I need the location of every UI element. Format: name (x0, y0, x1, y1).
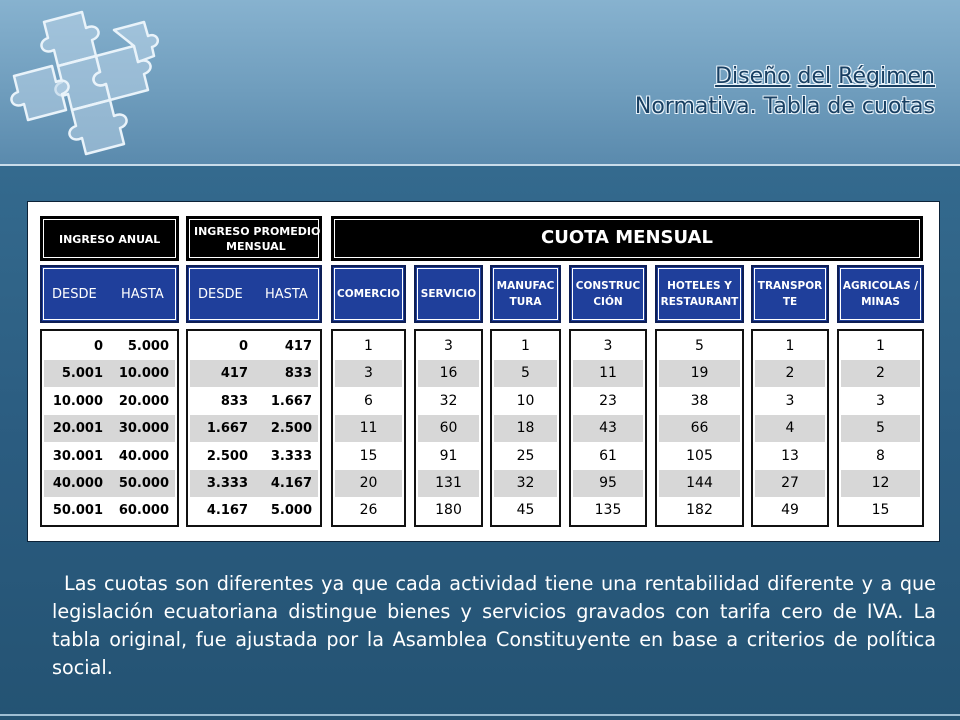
cell-value: 10.000 (52, 393, 103, 409)
cuota-value: 105 (686, 447, 713, 464)
cuota-value: 15 (359, 447, 378, 464)
table-row (573, 388, 643, 415)
cuota-value: 13 (781, 447, 799, 464)
column-cuota (569, 329, 647, 527)
cuota-value: 1 (876, 338, 885, 354)
table-row (841, 443, 920, 470)
cell-value: 5.000 (270, 503, 312, 519)
table-row (335, 497, 402, 524)
table-row (190, 333, 318, 360)
header-ingreso-anual: INGRESO ANUAL (40, 216, 179, 261)
cell-value: 417 (284, 339, 312, 354)
cell-value: 50.000 (118, 476, 169, 491)
slide-title (420, 62, 935, 122)
table-row (494, 333, 557, 360)
cuota-value: 38 (690, 392, 709, 409)
table-row (573, 415, 643, 442)
cuota-value: 6 (364, 392, 373, 409)
table-row (841, 360, 920, 387)
table-row (659, 415, 740, 442)
table-row (841, 415, 920, 442)
activity-label: AGRICOLAS / (842, 280, 919, 292)
activity-label: MANUFAC (496, 280, 555, 292)
cuota-value: 1 (785, 338, 795, 354)
cuota-value: 1 (364, 338, 373, 354)
cell-value: 30.001 (52, 448, 103, 464)
table-row (44, 333, 175, 360)
header-cuota-mensual: CUOTA MENSUAL (331, 216, 923, 261)
table-row (44, 415, 175, 442)
header-ingreso-promedio: INGRESO PROMEDIO MENSUAL (186, 216, 322, 261)
cell-value: 30.000 (118, 421, 169, 437)
cell-value: 5.000 (127, 339, 169, 354)
activity-header (751, 265, 829, 323)
cuota-value: 60 (439, 420, 458, 437)
activity-header (490, 265, 561, 323)
cuota-value: 8 (876, 447, 885, 464)
cuota-value: 182 (686, 502, 713, 519)
table-row (494, 388, 557, 415)
table-row (659, 443, 740, 470)
activity-label: SERVICIO (420, 288, 477, 300)
subheader-anual: DESDE HASTA (40, 265, 179, 323)
activity-label: CONSTRUC (575, 280, 641, 292)
table-row (755, 470, 825, 497)
table-row (659, 497, 740, 524)
cell-value: 1.667 (206, 421, 248, 437)
puzzle-icon (4, 4, 174, 164)
table-row (418, 360, 479, 387)
table-row (494, 360, 557, 387)
cuota-value: 16 (439, 365, 458, 382)
cuota-value: 1 (521, 338, 530, 354)
table-row (418, 443, 479, 470)
activity-label: TURA (509, 296, 542, 308)
table-row (190, 443, 318, 470)
table-row (841, 470, 920, 497)
table-row (190, 497, 318, 524)
activity-label: RESTAURANT (660, 296, 739, 308)
cuota-value: 10 (516, 392, 535, 409)
cell-value: 5.001 (61, 366, 103, 382)
footer-divider (0, 714, 960, 716)
cell-value: 2.500 (270, 421, 312, 437)
cuota-value: 27 (781, 475, 799, 491)
table-row (841, 497, 920, 524)
activity-header (837, 265, 924, 323)
cuota-value: 43 (599, 420, 617, 437)
cuota-value: 4 (785, 420, 795, 437)
column-cuota (331, 329, 406, 527)
cuota-value: 23 (599, 392, 617, 409)
cell-value: 3.333 (206, 476, 248, 491)
table-row (573, 333, 643, 360)
cell-value: 4.167 (206, 503, 248, 519)
activity-header (569, 265, 647, 323)
activity-label: HOTELES Y (667, 280, 732, 292)
table-row (44, 360, 175, 387)
cuota-value: 5 (876, 420, 885, 437)
cuota-value: 32 (516, 475, 535, 491)
activity-label: MINAS (861, 296, 900, 308)
activity-label: TE (782, 296, 798, 308)
cuota-value: 3 (876, 392, 885, 409)
column-cuota (414, 329, 483, 527)
table-row (494, 443, 557, 470)
table-row (335, 470, 402, 497)
column-ingreso-mensual (186, 329, 322, 527)
table-row (755, 388, 825, 415)
table-row (44, 388, 175, 415)
table-row (755, 360, 825, 387)
table-row (190, 388, 318, 415)
table-row (573, 360, 643, 387)
cuota-value: 180 (435, 502, 462, 519)
table-row (418, 415, 479, 442)
activity-header (414, 265, 483, 323)
cuota-value: 3 (364, 365, 373, 382)
column-cuota (655, 329, 744, 527)
table-row (335, 360, 402, 387)
table-row (755, 497, 825, 524)
cell-value: 4.167 (270, 476, 312, 491)
cuotas-table (27, 201, 940, 542)
cell-value: 50.001 (52, 503, 103, 519)
cuota-value: 3 (603, 338, 613, 354)
cell-value: 0 (238, 339, 248, 354)
table-row (335, 388, 402, 415)
cuota-value: 25 (516, 447, 535, 464)
cuota-value: 15 (871, 502, 890, 519)
cell-value: 40.000 (52, 476, 103, 491)
table-row (190, 415, 318, 442)
cuota-value: 32 (439, 392, 458, 409)
cuota-value: 5 (521, 365, 530, 382)
table-row (44, 443, 175, 470)
cell-value: 417 (220, 366, 248, 382)
cuota-value: 26 (359, 502, 378, 519)
cell-value: 40.000 (118, 448, 169, 464)
table-row (659, 470, 740, 497)
cuota-value: 144 (686, 475, 713, 491)
table-row (44, 470, 175, 497)
table-row (335, 333, 402, 360)
column-ingreso-anual (40, 329, 179, 527)
table-row (573, 497, 643, 524)
table-row (841, 333, 920, 360)
table-row (418, 388, 479, 415)
column-cuota (751, 329, 829, 527)
cell-value: 60.000 (118, 503, 169, 519)
cuota-value: 11 (599, 365, 617, 382)
cuota-value: 20 (359, 475, 378, 491)
title-line-1: Diseño del Régimen (715, 64, 935, 89)
cell-value: 10.000 (118, 366, 169, 382)
table-row (755, 415, 825, 442)
cell-value: 2.500 (206, 448, 248, 464)
cuota-value: 135 (594, 502, 622, 519)
table-row (573, 443, 643, 470)
activity-header (331, 265, 406, 323)
description-text: Las cuotas son diferentes ya que cada actividad tiene una rentabilidad diferente y a que legislación ecuatoriana distingue bienes y servicios gravados con tarifa cero de IVA. La tabla original, fue ajustada por la Asamblea Constituyente en base a criterios de política social. (52, 572, 936, 679)
table-row (190, 470, 318, 497)
activity-header (655, 265, 744, 323)
activity-label: TRANSPOR (757, 280, 823, 292)
cell-value: 20.001 (52, 421, 103, 437)
cuota-value: 12 (871, 475, 890, 491)
table-row (335, 415, 402, 442)
cuota-value: 2 (876, 365, 885, 382)
activity-label: COMERCIO (337, 288, 400, 300)
table-row (494, 470, 557, 497)
table-row (44, 497, 175, 524)
title-line-2: Normativa. Tabla de cuotas (634, 94, 935, 119)
cell-value: 833 (220, 393, 248, 409)
table-row (659, 333, 740, 360)
cell-value: 0 (93, 339, 103, 354)
table-row (755, 443, 825, 470)
cell-value: 20.000 (118, 393, 169, 409)
table-row (418, 333, 479, 360)
table-row (335, 443, 402, 470)
table-row (659, 388, 740, 415)
table-row (659, 360, 740, 387)
cuota-value: 18 (516, 420, 535, 437)
cuota-value: 45 (516, 502, 535, 519)
subheader-mensual: DESDE HASTA (186, 265, 322, 323)
cuota-value: 3 (444, 338, 453, 354)
cuota-value: 11 (359, 420, 378, 437)
cuota-value: 5 (695, 338, 704, 354)
table-row (418, 470, 479, 497)
table-row (418, 497, 479, 524)
table-row (755, 333, 825, 360)
table-row (190, 360, 318, 387)
cuota-value: 19 (690, 365, 709, 382)
table-row (494, 415, 557, 442)
cuota-value: 2 (785, 365, 795, 382)
cuota-value: 131 (435, 475, 462, 491)
column-cuota (837, 329, 924, 527)
table-row (573, 470, 643, 497)
cell-value: 3.333 (270, 448, 312, 464)
table-row (841, 388, 920, 415)
cuota-value: 91 (439, 447, 458, 464)
cuota-value: 66 (690, 420, 709, 437)
activity-label: CIÓN (593, 296, 623, 308)
column-cuota (490, 329, 561, 527)
cuota-value: 49 (781, 502, 799, 519)
table-row (494, 497, 557, 524)
cuota-value: 95 (599, 475, 617, 491)
cell-value: 1.667 (270, 393, 312, 409)
cuota-value: 61 (599, 447, 617, 464)
cuota-value: 3 (785, 392, 795, 409)
cell-value: 833 (284, 366, 312, 382)
